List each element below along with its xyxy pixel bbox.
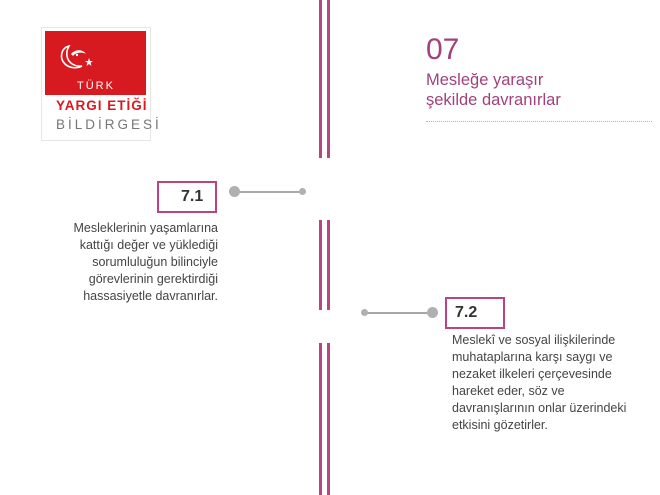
logo-text-turk: TÜRK — [77, 80, 115, 92]
crescent-star-emblem-icon — [57, 40, 97, 76]
logo-text-bildirgesi: BİLDİRGESİ — [56, 117, 162, 132]
item-number-box-7-2 — [445, 297, 505, 329]
chapter-title — [426, 70, 561, 110]
timeline-line-bottom-right — [327, 343, 330, 495]
item-number-7-2: 7.2 — [455, 304, 478, 321]
timeline-line-bottom-left — [319, 343, 322, 495]
connector-line-7-1 — [234, 191, 304, 193]
connector-dot-right-7-2 — [427, 307, 438, 318]
chapter-title-line-2: şekilde davranırlar — [426, 91, 561, 109]
item-text-7-2: Meslekî ve sosyal ilişkilerinde muhataplarına karşı saygı ve nezaket ilkeleri çerçevesinde hareket eder, söz ve davranışlarının onlar üzerindeki etkisini gözetirler. — [452, 333, 627, 432]
timeline-line-top-left — [319, 0, 322, 158]
chapter-title-line-1: Mesleğe yaraşır — [426, 71, 544, 89]
logo — [42, 28, 162, 140]
timeline-line-top-right — [327, 0, 330, 158]
item-text-7-1: Mesleklerinin yaşamlarına kattığı değer ve yüklediği sorumluluğun bilinciyle görevlerinin gerektirdiği hassasiyetle davranırlar. — [73, 221, 218, 303]
logo-text-yargi-etigi: YARGI ETİĞİ — [56, 98, 148, 113]
item-number-7-1: 7.1 — [181, 188, 204, 205]
item-number-box-7-1 — [157, 181, 217, 213]
connector-dot-left-7-1 — [229, 186, 240, 197]
connector-line-7-2 — [364, 312, 432, 314]
chapter-number: 07 — [426, 33, 460, 66]
timeline-line-mid-right — [327, 220, 330, 310]
timeline-line-mid-left — [319, 220, 322, 310]
connector-dot-left-7-2 — [361, 309, 368, 316]
connector-dot-right-7-1 — [299, 188, 306, 195]
title-dotted-divider — [426, 121, 652, 122]
